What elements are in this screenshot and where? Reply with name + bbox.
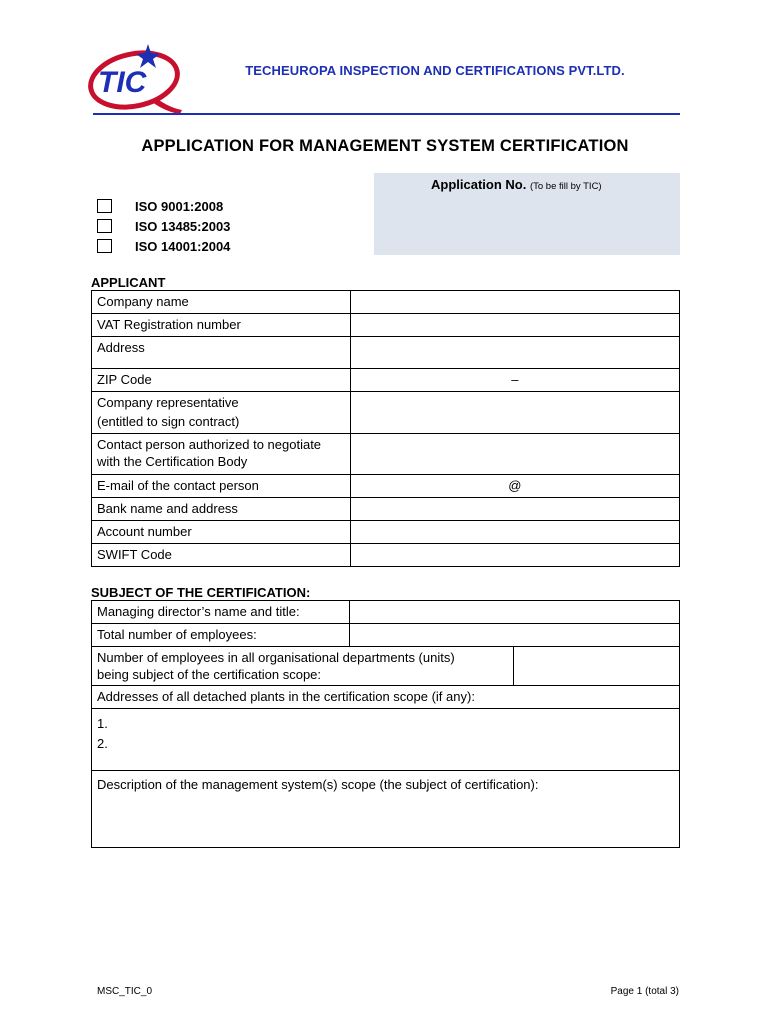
table-row <box>92 771 680 848</box>
tic-logo <box>86 40 186 116</box>
director-field[interactable] <box>349 601 679 624</box>
vat-field[interactable] <box>350 314 679 337</box>
table-row <box>92 291 680 314</box>
vat-label: VAT Registration number <box>92 314 351 337</box>
address-field[interactable] <box>350 337 679 369</box>
company-name-label: Company name <box>92 291 351 314</box>
page-number: Page 1 (total 3) <box>610 986 679 997</box>
table-row <box>92 624 680 647</box>
zip-separator: – <box>511 372 519 387</box>
plant-item: 2. <box>97 736 108 751</box>
address-label: Address <box>92 337 351 369</box>
zip-label: ZIP Code <box>92 369 351 392</box>
table-row <box>92 337 680 369</box>
plants-field[interactable] <box>92 709 680 771</box>
header-divider <box>93 113 680 115</box>
account-label: Account number <box>92 521 351 544</box>
representative-field[interactable] <box>350 392 679 434</box>
application-number-box[interactable] <box>374 173 680 255</box>
star-icon <box>136 44 160 68</box>
zip-field[interactable] <box>350 369 679 392</box>
email-label: E-mail of the contact person <box>92 475 351 498</box>
contact-person-field[interactable] <box>350 434 679 475</box>
company-name: TECHEUROPA INSPECTION AND CERTIFICATIONS PVT.LTD. <box>245 63 625 78</box>
standard-option-iso-13485 <box>97 217 230 235</box>
plants-label: Addresses of all detached plants in the certification scope (if any): <box>92 686 680 709</box>
table-row <box>92 709 680 771</box>
standard-label: ISO 14001:2004 <box>135 238 231 254</box>
logo-text: TIC <box>98 66 147 99</box>
employees-field[interactable] <box>349 624 679 647</box>
swift-label: SWIFT Code <box>92 544 351 567</box>
table-row <box>92 686 680 709</box>
table-row <box>92 647 680 686</box>
table-row <box>92 521 680 544</box>
checkbox-iso-9001[interactable] <box>97 199 112 213</box>
checkbox-iso-13485[interactable] <box>97 219 112 233</box>
application-number-label: Application No. (To be fill by TIC) <box>431 177 602 192</box>
table-row <box>92 369 680 392</box>
email-at-sign: @ <box>508 478 522 493</box>
checkbox-iso-14001[interactable] <box>97 239 112 253</box>
table-row <box>92 475 680 498</box>
director-label: Managing director’s name and title: <box>92 601 350 624</box>
subject-table-top <box>91 600 680 647</box>
scope-label: Description of the management system(s) scope (the subject of certification): <box>97 777 539 792</box>
departments-label: Number of employees in all organisational departments (units) being subject of the certification scope: <box>92 647 514 686</box>
document-code: MSC_TIC_0 <box>97 986 153 997</box>
subject-table-departments <box>91 646 680 686</box>
page-title: APPLICATION FOR MANAGEMENT SYSTEM CERTIFICATION <box>141 137 629 155</box>
standard-label: ISO 9001:2008 <box>135 198 224 214</box>
subject-table-plants <box>91 685 680 848</box>
table-row <box>92 544 680 567</box>
subject-heading: SUBJECT OF THE CERTIFICATION: <box>91 585 311 600</box>
scope-field[interactable] <box>92 771 680 848</box>
table-row <box>92 498 680 521</box>
table-row <box>92 601 680 624</box>
plant-item: 1. <box>97 716 108 731</box>
account-field[interactable] <box>350 521 679 544</box>
standard-label: ISO 13485:2003 <box>135 218 231 234</box>
employees-label: Total number of employees: <box>92 624 350 647</box>
table-row <box>92 434 680 475</box>
email-field[interactable] <box>350 475 679 498</box>
standard-option-iso-14001 <box>97 237 230 255</box>
table-row <box>92 314 680 337</box>
representative-label: Company representative (entitled to sign contract) <box>92 392 351 434</box>
bank-label: Bank name and address <box>92 498 351 521</box>
applicant-table <box>91 290 680 567</box>
departments-field[interactable] <box>514 647 680 686</box>
bank-field[interactable] <box>350 498 679 521</box>
swift-field[interactable] <box>350 544 679 567</box>
contact-person-label: Contact person authorized to negotiate with the Certification Body <box>92 434 351 475</box>
standard-option-iso-9001 <box>97 197 223 215</box>
table-row <box>92 392 680 434</box>
company-name-field[interactable] <box>350 291 679 314</box>
application-number-note: (To be fill by TIC) <box>529 181 602 192</box>
applicant-heading: APPLICANT <box>91 275 166 290</box>
